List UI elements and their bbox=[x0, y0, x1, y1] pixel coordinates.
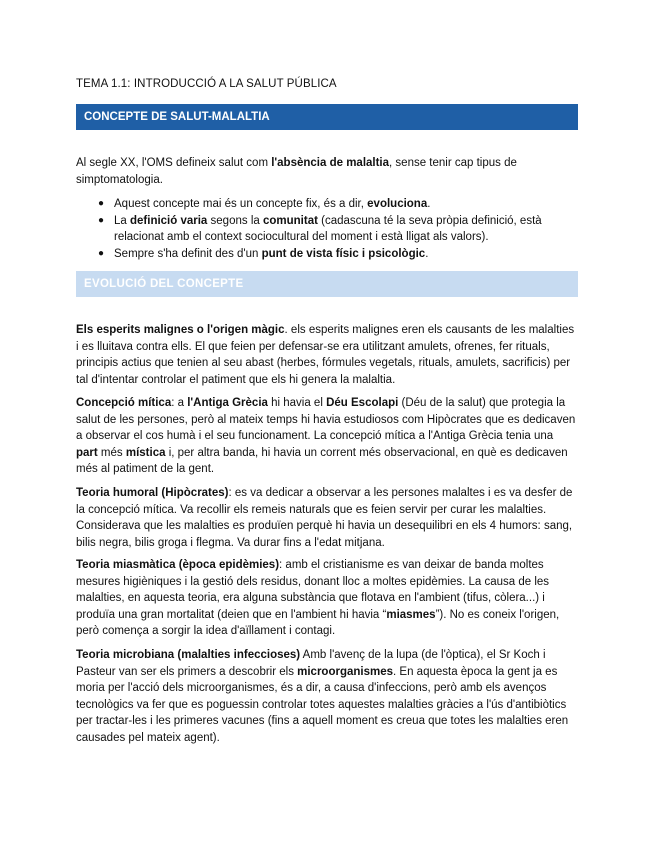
paragraph-bold: mística bbox=[125, 446, 166, 459]
paragraph-bold: miasmes bbox=[386, 608, 436, 621]
bullet-dot-icon: ● bbox=[98, 198, 105, 209]
section-heading-concepte: CONCEPTE DE SALUT-MALALTIA bbox=[76, 104, 578, 130]
paragraph-text: Amb l'avenç de la lupa (de l'òptica), el Sr Koch i Pasteur van ser els primers a descobrir els bbox=[76, 649, 546, 678]
paragraph-text: : a bbox=[171, 397, 188, 409]
paragraph-microbiana bbox=[76, 647, 576, 746]
paragraph-bold: Déu Escolapi bbox=[326, 397, 399, 409]
paragraph-bold: part bbox=[76, 446, 98, 459]
bullet-text: (cadascuna té la seva pròpia definició, està relacionat amb el context sociocultural del moment i està lligat als valors). bbox=[114, 215, 542, 243]
paragraph-text: i, per altra banda, hi havia un corrent més observacional, en què es dedicaven més al patiment de la gent. bbox=[76, 446, 568, 475]
paragraph-miasmatica bbox=[76, 557, 576, 640]
paragraph-mitica bbox=[76, 395, 576, 478]
bullet-dot-icon: ● bbox=[98, 248, 105, 259]
paragraph-bold: Concepció mítica bbox=[76, 397, 172, 409]
intro-paragraph bbox=[76, 155, 576, 188]
bullet-text: La bbox=[114, 215, 130, 227]
paragraph-bold: Teoria humoral (Hipòcrates) bbox=[76, 487, 229, 499]
intro-text-1: Al segle XX, l'OMS defineix salut com bbox=[76, 157, 272, 169]
paragraph-text: (Déu de la salut) que protegia la salut de les persones, però al mateix temps hi havia estudiosos com Hipòcrates que es dedicaven a observar el cos humà i el seu funcionament. La concepció mítica a l'Antiga Grècia tenia una bbox=[76, 397, 576, 442]
bullet-text: Aquest concepte mai és un concepte fix, és a dir, bbox=[114, 198, 368, 210]
bullet-text: segons la bbox=[207, 215, 263, 227]
concept-bullet-list bbox=[76, 196, 576, 263]
bullet-bold: punt de vista físic i psicològic bbox=[261, 248, 426, 260]
bullet-bold: evoluciona bbox=[367, 198, 428, 210]
list-item bbox=[76, 246, 576, 262]
page-title: TEMA 1.1: INTRODUCCIÓ A LA SALUT PÚBLICA bbox=[76, 78, 337, 90]
paragraph-text: més bbox=[97, 446, 126, 459]
list-item bbox=[76, 213, 576, 245]
intro-text-2: , sense tenir cap tipus de simptomatologia. bbox=[76, 157, 517, 186]
paragraph-text: . En aquesta època la gent ja es moria per l'acció dels microorganismes, és a dir, a causa d'infeccions, però amb els avenços tecnològics va fer que es poguessin controlar totes aquestes malalties gràcies a l'ús d'antibiòtics per tractar-les i les primeres vacunes (fins a aquell moment es creua que totes les malalties eren causades pel mateix agent). bbox=[76, 665, 569, 744]
paragraph-text: ”). No es coneix l'origen, però comença a sorgir la idea d'aïllament i contagi. bbox=[76, 608, 560, 637]
bullet-text: . bbox=[425, 248, 429, 260]
paragraph-esperits bbox=[76, 322, 576, 388]
list-item bbox=[76, 196, 576, 212]
paragraph-text: hi havia el bbox=[267, 397, 327, 409]
bullet-text: Sempre s'ha definit des d'un bbox=[114, 248, 262, 260]
section-heading-evolucio: EVOLUCIÓ DEL CONCEPTE bbox=[76, 271, 578, 297]
paragraph-humoral bbox=[76, 485, 576, 551]
paragraph-bold: Els esperits malignes o l'origen màgic bbox=[76, 324, 285, 336]
paragraph-bold: Teoria microbiana (malalties infeccioses) bbox=[76, 649, 301, 661]
paragraph-text: : es va dedicar a observar a les persones malaltes i es va desfer de la concepció mítica. Va recollir els remeis naturals que es feien servir per curar les malalties. Considerava que les malalties es produïen perquè hi havia un desequilibri en els 4 humors: sang, bilis negra, bilis groga i flegma. Va durar fins a l'edat mitjana. bbox=[76, 487, 573, 549]
paragraph-bold: Teoria miasmàtica (època epidèmies) bbox=[76, 559, 280, 571]
intro-bold-1: l'absència de malaltia bbox=[271, 157, 390, 169]
bullet-bold: comunitat bbox=[262, 215, 318, 227]
bullet-text: . bbox=[427, 198, 431, 210]
paragraph-text: : amb el cristianisme es van deixar de banda moltes mesures higièniques i la gestió dels residus, donant lloc a moltes epidèmies. La causa de les malalties, en aquesta teoria, era alguna substància que flotava en l'ambient (tifus, còlera...) i produïa una gran mortalitat (deien que en l'ambient hi havia “ bbox=[76, 559, 550, 621]
bullet-bold: definició varia bbox=[130, 215, 208, 227]
paragraph-text: . els esperits malignes eren els causants de les malalties i es lluitava contra ells. El que feien per defensar-se era utilitzant amulets, ofrenes, fer rituals, principis actius que tenien al seu abast (herbes, fórmules vegetals, rituals, amulets, sacrificis) per tal d'intentar controlar el patiment que els hi genera la malaltia. bbox=[76, 324, 575, 386]
paragraph-bold: l'Antiga Grècia bbox=[187, 397, 268, 409]
paragraph-bold: microorganismes bbox=[297, 665, 394, 678]
bullet-dot-icon: ● bbox=[98, 215, 105, 226]
